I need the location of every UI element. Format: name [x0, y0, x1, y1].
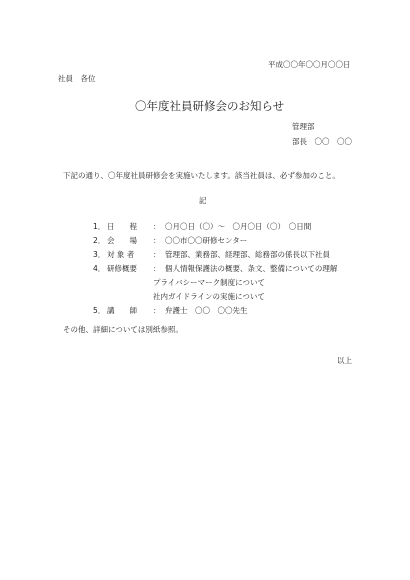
intro-paragraph: 下記の通り、〇年度社員研修会を実施いたします。該当社員は、必ず参加のこと。: [63, 171, 340, 180]
overview-continued-line: プライバシーマーク制度について: [153, 278, 265, 287]
item-number: 2．: [93, 236, 106, 245]
item-number: 5．: [93, 306, 106, 315]
item-colon: ：: [153, 264, 161, 273]
item-value: 〇月〇日（〇）～ 〇月〇日（〇） 〇日間: [165, 222, 312, 231]
item-label: 講 師: [107, 306, 137, 315]
sender-department: 管理部: [292, 122, 315, 131]
document-title: 〇年度社員研修会のお知らせ: [135, 99, 285, 113]
item-venue: [93, 236, 247, 245]
item-overview: [93, 264, 337, 273]
item-number: 1．: [93, 222, 106, 231]
item-lecturer: [93, 306, 248, 315]
overview-continued-line: 社内ガイドラインの実施について: [153, 292, 265, 301]
item-colon: ：: [153, 306, 161, 315]
item-target: [93, 250, 330, 259]
item-label: 研修概要: [107, 264, 137, 273]
item-number: 3．: [93, 250, 106, 259]
ki-heading: 記: [199, 196, 207, 205]
item-value: 〇〇市〇〇研修センター: [165, 236, 248, 245]
document-date: 平成〇〇年〇〇月〇〇日: [268, 60, 351, 69]
other-note: その他、詳細については別紙参照。: [63, 325, 183, 334]
item-colon: ：: [153, 236, 161, 245]
item-value: 個人情報保護法の概要、条文、整備についての理解: [165, 264, 338, 273]
item-label: 日 程: [107, 222, 137, 231]
item-colon: ：: [153, 222, 161, 231]
item-value: 管理部、業務部、経理部、総務部の係長以下社員: [165, 250, 330, 259]
item-schedule: [93, 222, 311, 231]
item-label: 会 場: [107, 236, 137, 245]
item-value: 弁護士 〇〇 〇〇先生: [165, 306, 248, 315]
item-colon: ：: [153, 250, 161, 259]
item-label: 対 象 者: [107, 250, 135, 259]
item-number: 4．: [93, 264, 106, 273]
closing-ijo: 以上: [337, 356, 352, 365]
sender-manager: 部長 〇〇 〇〇: [292, 137, 352, 146]
recipient-line: 社員 各位: [58, 74, 96, 83]
